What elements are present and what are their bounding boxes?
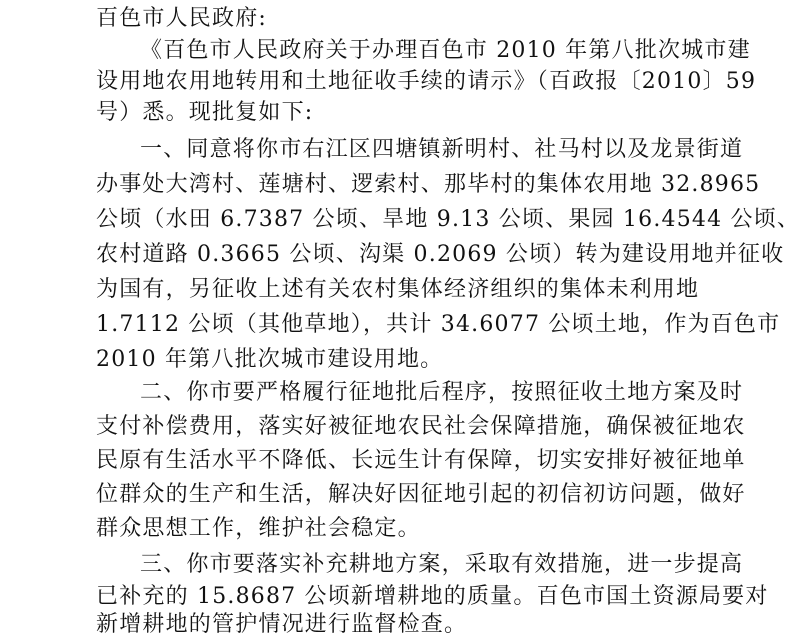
paragraph-2-line-4: 农村道路 0.3665 公顷、沟渠 0.2069 公顷）转为建设用地并征收 bbox=[96, 242, 785, 267]
paragraph-2-line-1: 一、同意将你市右江区四塘镇新明村、社马村以及龙景街道 bbox=[140, 137, 744, 162]
paragraph-3-line-4: 位群众的生产和生活，解决好因征地引起的初信初访问题，做好 bbox=[96, 482, 746, 507]
paragraph-3-line-2: 支付补偿费用，落实好被征地农民社会保障措施，确保被征地农 bbox=[96, 414, 746, 439]
paragraph-2-line-5: 为国有，另征收上述有关农村集体经济组织的集体未利用地 bbox=[96, 277, 700, 302]
paragraph-2-line-2: 办事处大湾村、莲塘村、逻索村、那毕村的集体农用地 32.8965 bbox=[96, 172, 761, 197]
paragraph-4-line-3: 新增耕地的管护情况进行监督检查。 bbox=[96, 612, 468, 637]
paragraph-3-line-5: 群众思想工作，维护社会稳定。 bbox=[96, 516, 421, 541]
paragraph-2-line-6: 1.7112 公顷（其他草地），共计 34.6077 公顷土地，作为百色市 bbox=[96, 312, 781, 337]
paragraph-4-line-1: 三、你市要落实补充耕地方案，采取有效措施，进一步提高 bbox=[140, 552, 744, 577]
paragraph-3-line-1: 二、你市要严格履行征地批后程序，按照征收土地方案及时 bbox=[140, 380, 744, 405]
paragraph-4-line-2: 已补充的 15.8687 公顷新增耕地的质量。百色市国土资源局要对 bbox=[96, 584, 769, 609]
paragraph-2-line-3: 公顷（水田 6.7387 公顷、旱地 9.13 公顷、果园 16.4544 公顷、 bbox=[96, 207, 800, 232]
addressee: 百色市人民政府: bbox=[96, 6, 268, 31]
paragraph-3-line-3: 民原有生活水平不降低、长远生计有保障，切实安排好被征地单 bbox=[96, 448, 746, 473]
paragraph-1-line-1: 《百色市人民政府关于办理百色市 2010 年第八批次城市建 bbox=[140, 38, 751, 63]
paragraph-1-line-2: 设用地农用地转用和土地征收手续的请示》（百政报〔2010〕59 bbox=[96, 69, 757, 94]
paragraph-2-line-7: 2010 年第八批次城市建设用地。 bbox=[96, 347, 444, 372]
paragraph-1-line-3: 号）悉。现批复如下: bbox=[96, 100, 314, 125]
